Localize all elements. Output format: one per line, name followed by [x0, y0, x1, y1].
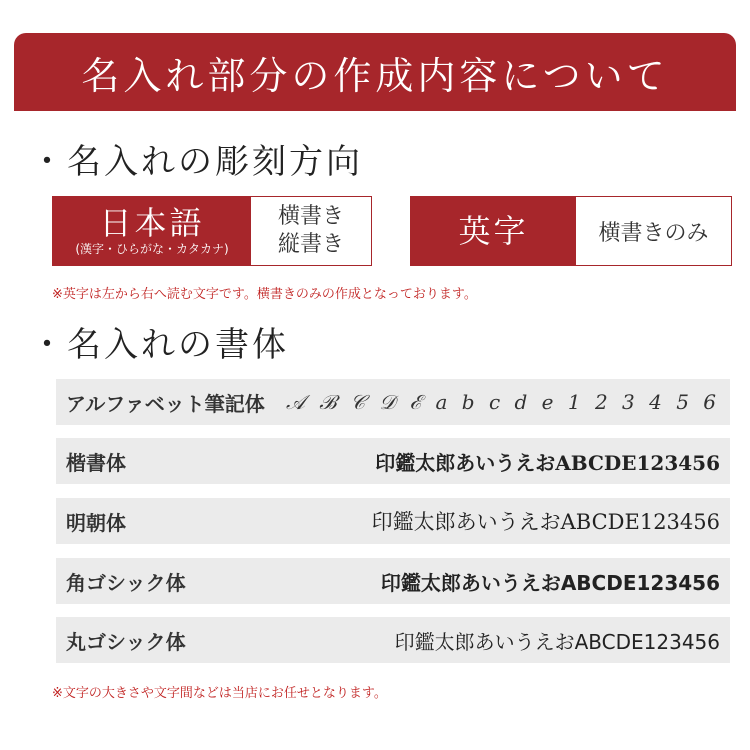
font-row-kaisho [56, 438, 730, 484]
font-sample: 印鑑太郎あいうえおABCDE123456 [371, 510, 720, 534]
font-name: 丸ゴシック体 [66, 629, 186, 654]
title-banner [14, 33, 736, 111]
font-name: 明朝体 [66, 510, 126, 535]
font-name: 楷書体 [66, 450, 126, 475]
english-label-block [411, 197, 576, 265]
font-sample: 𝒜 ℬ 𝒞 𝒟 ℰ a b c d e 1 2 3 4 5 6 [286, 390, 720, 414]
direction-vertical: 縦書き [277, 232, 344, 257]
direction-horizontal-only: 横書きのみ [598, 220, 709, 246]
font-name: 角ゴシック体 [66, 570, 186, 595]
english-label: 英字 [458, 212, 529, 250]
font-row-mincho [56, 498, 730, 544]
font-row-kaku-gothic [56, 558, 730, 604]
font-sample: 印鑑太郎あいうえおABCDE123456 [375, 450, 720, 475]
font-row-script [56, 379, 730, 425]
font-name: アルファベット筆記体 [66, 391, 265, 416]
japanese-direction-box [52, 196, 372, 266]
japanese-sublabel: (漢字・ひらがな・カタカナ) [75, 242, 229, 256]
english-note: ※英字は左から右へ読む文字です。横書きのみの作成となっております。 [52, 287, 477, 302]
english-directions [576, 197, 731, 265]
engraving-heading: ・名入れの彫刻方向 [30, 142, 363, 182]
font-row-maru-gothic [56, 617, 730, 663]
banner-title: 名入れ部分の作成内容について [81, 53, 669, 98]
english-direction-box [410, 196, 732, 266]
direction-horizontal: 横書き [277, 204, 344, 229]
fonts-note: ※文字の大きさや文字間などは当店にお任せとなります。 [52, 686, 387, 701]
japanese-directions [251, 197, 371, 265]
font-sample: 印鑑太郎あいうえおABCDE123456 [394, 629, 720, 654]
japanese-label: 日本語 [99, 204, 205, 242]
fonts-heading: ・名入れの書体 [30, 325, 289, 365]
japanese-label-block [53, 197, 251, 265]
font-sample: 印鑑太郎あいうえおABCDE123456 [380, 570, 720, 595]
